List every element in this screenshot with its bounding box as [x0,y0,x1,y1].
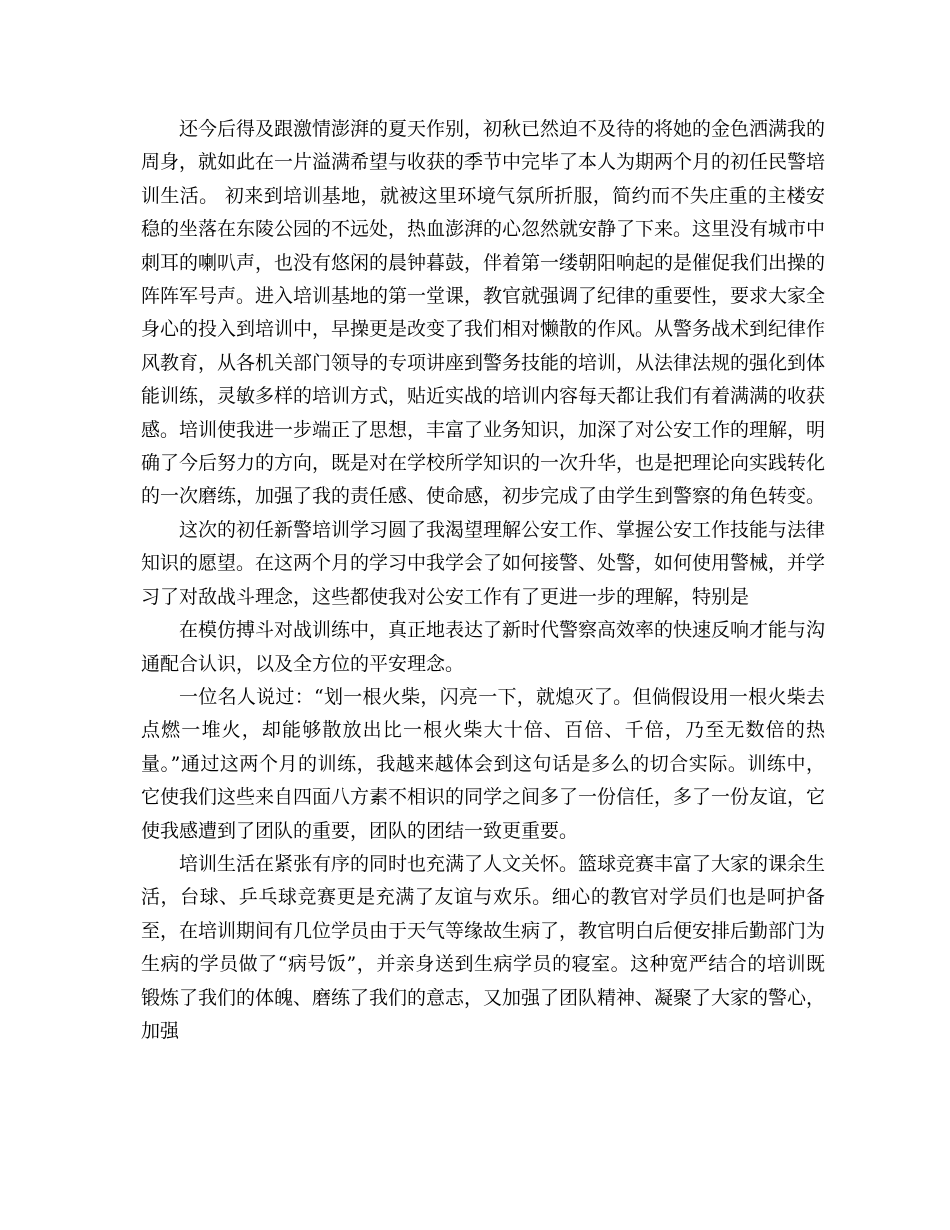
document-body [141,113,825,1048]
paragraph: 一位名人说过：“划一根火柴，闪亮一下，就熄灭了。但倘假设用一根火柴去点燃一堆火，却能够散放出比一根火柴大十倍、百倍、千倍，乃至无数倍的热量。”通过这两个月的训练，我越来越体会到这句话是多么的切合实际。训练中，它使我们这些来自四面八方素不相识的同学之间多了一份信任，多了一份友谊，它使我感遭到了团队的重要，团队的团结一致更重要。 [141,685,826,842]
paragraph: 还今后得及跟激情澎湃的夏天作别，初秋已然迫不及待的将她的金色洒满我的周身，就如此在一片溢满希望与收获的季节中完毕了本人为期两个月的初任民警培训生活。 初来到培训基地，就被这里环境气氛所折服，简约而不失庄重的主楼安稳的坐落在东陵公园的不远处，热血澎湃的心忽然就安静了下来。这里没有城市中刺耳的喇叭声，也没有悠闲的晨钟暮鼓，伴着第一缕朝阳响起的是催促我们出操的阵阵军号声。进入培训基地的第一堂课，教官就强调了纪律的重要性，要求大家全身心的投入到培训中，早操更是改变了我们相对懒散的作风。从警务战术到纪律作风教育，从各机关部门领导的专项讲座到警务技能的培训，从法律法规的强化到体能训练，灵敏多样的培训方式，贴近实战的培训内容每天都让我们有着满满的收获感。培训使我进一步端正了思想，丰富了业务知识，加深了对公安工作的理解，明确了今后努力的方向，既是对在学校所学知识的一次升华，也是把理论向实践转化的一次磨练，加强了我的责任感、使命感，初步完成了由学生到警察的角色转变。 [141,118,826,508]
paragraph: 这次的初任新警培训学习圆了我渴望理解公安工作、掌握公安工作技能与法律知识的愿望。在这两个月的学习中我学会了如何接警、处警，如何使用警械，并学习了对敌战斗理念，这些都使我对公安工作有了更进一步的理解，特别是 [141,518,826,608]
paragraph: 在模仿搏斗对战训练中，真正地表达了新时代警察高效率的快速反响才能与沟通配合认识，以及全方位的平安理念。 [141,619,826,675]
paragraph: 培训生活在紧张有序的同时也充满了人文关怀。篮球竞赛丰富了大家的课余生活，台球、乒乓球竞赛更是充满了友谊与欢乐。细心的教官对学员们也是呵护备至，在培训期间有几位学员由于天气等缘故生病了，教官明白后便安排后勤部门为生病的学员做了“病号饭”，并亲身送到生病学员的寝室。这种宽严结合的培训既锻炼了我们的体魄、磨练了我们的意志，又加强了团队精神、凝聚了大家的警心，加强 [141,852,826,1042]
